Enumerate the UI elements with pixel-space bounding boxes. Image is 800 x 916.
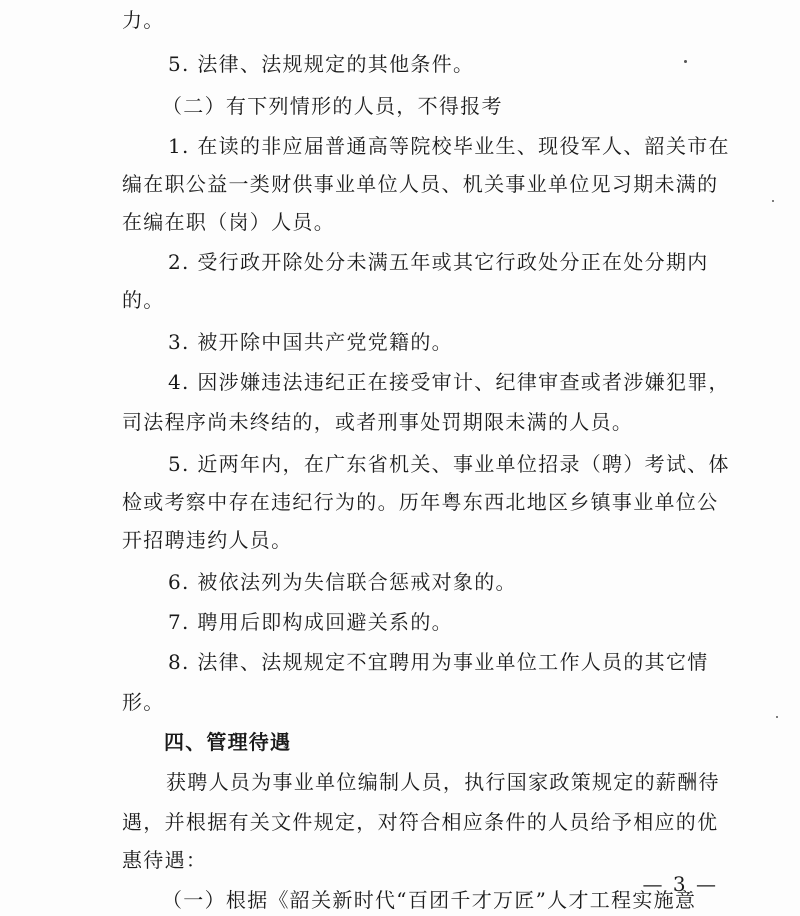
text-line: 6. 被依法列为失信联合惩戒对象的。 [168, 570, 517, 594]
text-line: 检或考察中存在违纪行为的。历年粤东西北地区乡镇事业单位公 [122, 490, 719, 514]
text-line: 2. 受行政开除处分未满五年或其它行政处分正在处分期内 [168, 250, 709, 274]
scan-speck [684, 60, 687, 63]
text-line: 遇，并根据有关文件规定，对符合相应条件的人员给予相应的优 [122, 810, 719, 834]
text-line: 7. 聘用后即构成回避关系的。 [168, 610, 453, 634]
text-line: 3. 被开除中国共产党党籍的。 [168, 330, 453, 354]
text-line: 1. 在读的非应届普通高等院校毕业生、现役军人、韶关市在 [168, 134, 730, 158]
text-line: 在编在职（岗）人员。 [122, 210, 335, 234]
scan-speck [772, 200, 774, 202]
text-line: （一）根据《韶关新时代“百团千才万匠”人才工程实施意 [162, 888, 697, 912]
text-line: 形。 [122, 690, 165, 714]
text-line: 力。 [122, 8, 165, 32]
text-line: 开招聘违约人员。 [122, 528, 293, 552]
text-line: 编在职公益一类财供事业单位人员、机关事业单位见习期未满的 [122, 172, 719, 196]
text-line: 的。 [122, 288, 165, 312]
text-line: 4. 因涉嫌违法违纪正在接受审计、纪律审查或者涉嫌犯罪， [168, 370, 730, 394]
text-line: 8. 法律、法规规定不宜聘用为事业单位工作人员的其它情 [168, 650, 709, 674]
section-subheading: （二）有下列情形的人员，不得报考 [162, 94, 503, 118]
text-line: 5. 近两年内，在广东省机关、事业单位招录（聘）考试、体 [168, 452, 730, 476]
text-line: 惠待遇： [122, 848, 208, 872]
scan-speck [776, 716, 778, 718]
section-heading: 四、管理待遇 [164, 730, 292, 754]
text-line: 5. 法律、法规规定的其他条件。 [168, 52, 475, 76]
text-line: 获聘人员为事业单位编制人员，执行国家政策规定的薪酬待 [166, 770, 720, 794]
text-line: 司法程序尚未终结的，或者刑事处罚期限未满的人员。 [122, 410, 634, 434]
page-number: — 3 — [642, 872, 718, 896]
